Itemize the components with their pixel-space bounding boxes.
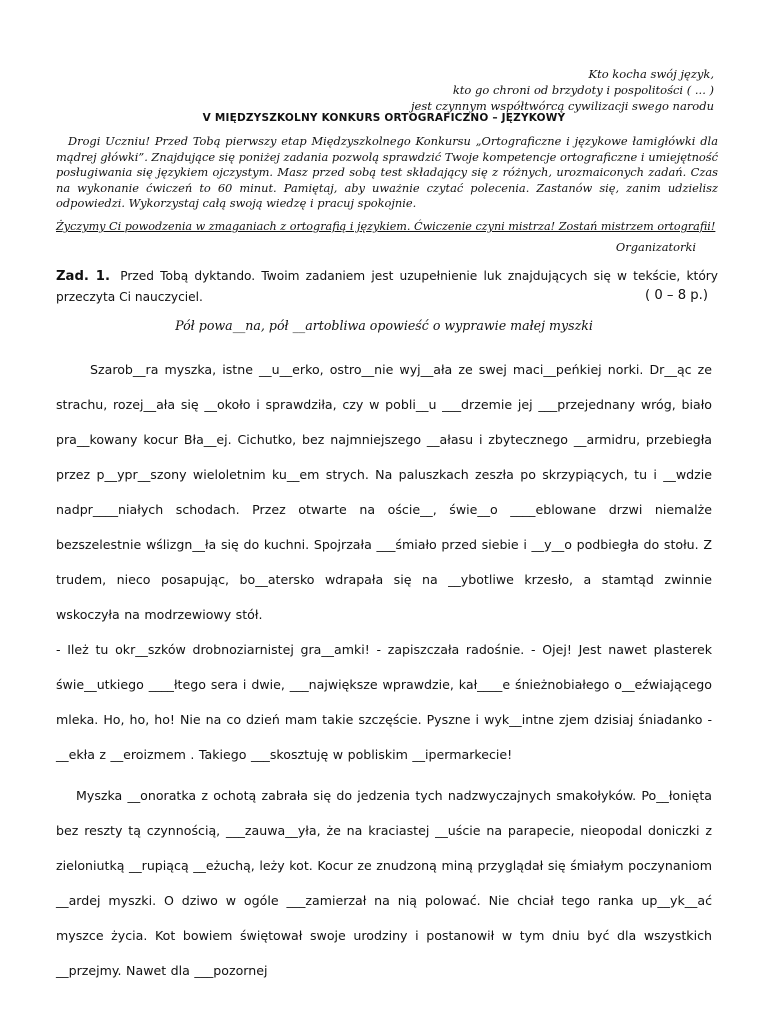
story-paragraph-1: Szarob__ra myszka, istne __u__erko, ostro__nie wyj__ała ze swej maci__peńkiej norki. Dr__ąc ze strachu, rozej__ała się __około i sprawdziła, czy w pobli__u ___drzemie jej ___przejednany wróg, biało pra__kowany kocur Bła__ej. Cichutko, bez najmniejszego __ałasu i zbytecznego __armidru, przebiegła przez p__ypr__szony wieloletnim ku__em strych. Na paluszkach zeszła po skrzypiących, tu i __wdzie nadpr____niałych schodach. Przez otwarte na oście__, świe__o ____eblowane drzwi niemalże bezszelestnie wślizgn__ła się do kuchni. Spojrzała ___śmiało przed siebie i __y__o podbiegła do stołu. Z trudem, nieco posapując, bo__atersko wdrapała się na __ybotliwe krzesło, a stamtąd zwinnie wskoczyła na modrzewiowy stół.: [56, 362, 712, 622]
motto-line-2: kto go chroni od brzydoty i pospolitości ( ... ): [452, 83, 714, 97]
motto: [411, 66, 714, 114]
task-instruction: Przed Tobą dyktando. Twoim zadaniem jest uzupełnienie luk znajdujących się w tekście, który przeczyta Ci nauczyciel.: [56, 269, 718, 304]
motto-line-1: Kto kocha swój język,: [588, 67, 714, 81]
intro-paragraph: Drogi Uczniu! Przed Tobą pierwszy etap Międzyszkolnego Konkursu „Ortograficzne i językowe łamigłówki dla mądrej główki”. Znajdujące się poniżej zadania pozwolą sprawdzić Twoje kompetencje ortograficzne i umiejętność posługiwania się językiem ojczystym. Masz przed sobą test składający się z różnych, urozmaiconych zadań. Czas na wykonanie ćwiczeń to 60 minut. Pamiętaj, aby uważnie czytać polecenia. Zastanów się, zanim udzielisz odpowiedzi. Wykorzystaj całą swoją wiedzę i pracuj spokojnie.: [56, 134, 718, 210]
story-paragraph-3: Myszka __onoratka z ochotą zabrała się do jedzenia tych nadzwyczajnych smakołyków. Po__łonięta bez reszty tą czynnością, ___zauwa__yła, że na kraciastej __uście na parapecie, nieopodal doniczki z zieloniutką __rupiącą __eżuchą, leży kot. Kocur ze znudzoną miną przyglądał się śmiałym poczynaniom __ardej myszki. O dziwo w ogóle ___zamierzał na nią polować. Nie chciał tego ranka up__yk__ać myszce życia. Kot bowiem świętował swoje urodziny i postanowił w tym dniu być dla wszystkich __przejmy. Nawet dla ___pozornej: [56, 788, 712, 978]
wish-line: Życzymy Ci powodzenia w zmaganiach z ortografią i językiem. Ćwiczenie czyni mistrza! Zostań mistrzem ortografii!: [56, 220, 716, 233]
contest-title: V MIĘDZYSZKOLNY KONKURS ORTOGRAFICZNO – JĘZYKOWY: [202, 112, 566, 124]
organizers-signature: Organizatorki: [615, 240, 696, 254]
story-paragraph-2: - Ileż tu okr__szków drobnoziarnistej gra__amki! - zapiszczała radośnie. - Ojej! Jest nawet plasterek świe__utkiego ____łtego sera i dwie, ___największe wprawdzie, kał____e śnieżnobiałego o__eźwiającego mleka. Ho, ho, ho! Nie na co dzień mam takie szczęście. Pyszne i wyk__intne zjem dzisiaj śniadanko - __ekła z __eroizmem . Takiego ___skosztuję w pobliskim __ipermarkecie!: [56, 642, 712, 762]
story-title: Pół powa__na, pół __artobliwa opowieść o wyprawie małej myszki: [175, 318, 593, 333]
task-label: Zad. 1.: [56, 269, 110, 284]
task-1: [56, 266, 718, 307]
task-points: ( 0 – 8 p.): [645, 288, 708, 303]
motto-line-3: jest czynnym współtwórcą cywilizacji swego narodu: [410, 99, 714, 113]
